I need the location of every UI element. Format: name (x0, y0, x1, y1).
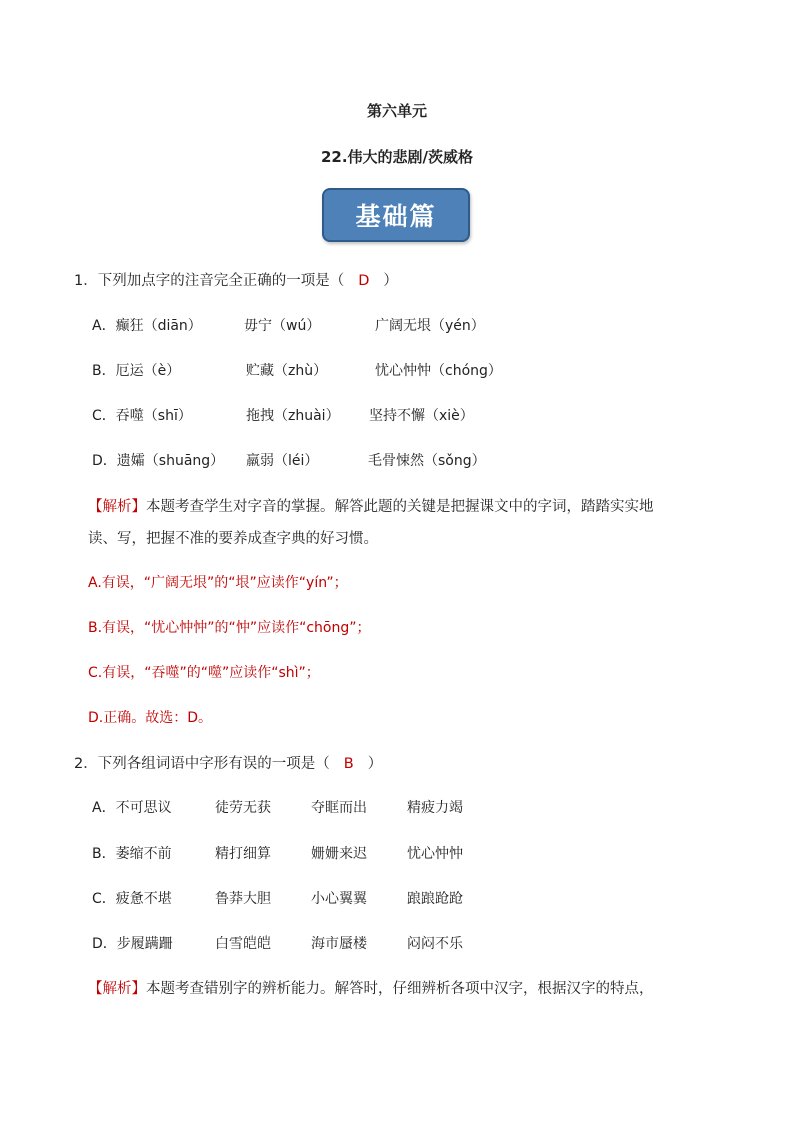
q1-analysis-label: 【解析】 (88, 499, 146, 515)
q1-option-d-2: 羸弱（léi） (246, 453, 319, 469)
question-1-answer: D (358, 273, 370, 289)
section-banner (322, 188, 470, 242)
q2-option-d-2: 白雪皑皑 (215, 936, 271, 952)
q1-note-d: D.正确。故选：D。 (88, 710, 213, 726)
q2-option-c-4: 踉踉跄跄 (407, 891, 463, 907)
q1-option-c-2: 拖拽（zhuài） (246, 408, 340, 424)
q2-option-d-1: D．步履蹒跚 (92, 936, 173, 952)
q2-analysis (88, 977, 654, 998)
question-2-stem (74, 752, 382, 773)
q1-analysis-line2: 读、写，把握不准的要养成查字典的好习惯。 (88, 531, 378, 547)
q1-option-b-3: 忧心忡忡（chóng） (375, 363, 502, 379)
q2-option-d-4: 闷闷不乐 (407, 936, 463, 952)
q1-note-a: A.有误，“广阔无垠”的“垠”应读作“yín”； (88, 575, 348, 591)
q2-option-c-2: 鲁莽大胆 (215, 891, 271, 907)
question-2-text: 2．下列各组词语中字形有误的一项是（ (74, 756, 330, 772)
q1-analysis (88, 495, 654, 516)
question-1-text: 1．下列加点字的注音完全正确的一项是（ (74, 273, 345, 289)
q2-option-a-4: 精疲力竭 (407, 800, 463, 816)
question-2-answer: B (343, 756, 354, 772)
q1-note-c: C.有误，“吞噬”的“噬”应读作“shì”； (88, 665, 320, 681)
q1-note-b: B.有误，“忧心忡忡”的“忡”应读作“chōng”； (88, 620, 371, 636)
q1-option-b-1: B．厄运（è） (92, 363, 181, 379)
q1-option-a-3: 广阔无垠（yén） (375, 318, 485, 334)
q1-option-d-1: D．遗孀（shuāng） (92, 453, 225, 469)
q2-option-a-2: 徒劳无获 (215, 800, 271, 816)
q1-option-c-1: C．吞噬（shī） (92, 408, 192, 424)
q1-option-c-3: 坚持不懈（xiè） (369, 408, 474, 424)
q1-option-d-3: 毛骨悚然（sǒng） (368, 453, 486, 469)
q1-option-a-1: A．癫狂（diān） (92, 318, 202, 334)
question-1-close: ） (383, 273, 398, 289)
q2-option-c-3: 小心翼翼 (311, 891, 367, 907)
q2-option-b-3: 姗姗来迟 (311, 846, 367, 862)
q1-analysis-line1: 本题考查学生对字音的掌握。解答此题的关键是把握课文中的字词，踏踏实实地 (146, 499, 654, 515)
lesson-title: 22.伟大的悲剧/茨威格 (320, 148, 474, 166)
question-1-stem (74, 269, 398, 290)
q1-option-a-2: 毋宁（wú） (244, 318, 321, 334)
q2-analysis-line1: 本题考查错别字的辨析能力。解答时，仔细辨析各项中汉字，根据汉字的特点， (146, 981, 654, 997)
q2-option-a-3: 夺眶而出 (311, 800, 367, 816)
q2-option-b-1: B．萎缩不前 (92, 846, 172, 862)
q2-option-b-2: 精打细算 (215, 846, 271, 862)
q2-option-b-4: 忧心忡忡 (407, 846, 463, 862)
unit-heading: 第六单元 (366, 102, 427, 120)
q2-option-c-1: C．疲惫不堪 (92, 891, 172, 907)
question-2-close: ） (367, 756, 383, 772)
q2-option-a-1: A．不可思议 (92, 800, 172, 816)
q2-analysis-label: 【解析】 (88, 981, 146, 997)
q1-option-b-2: 贮藏（zhù） (246, 363, 328, 379)
section-banner-label: 基础篇 (355, 202, 437, 231)
q2-option-d-3: 海市蜃楼 (311, 936, 367, 952)
